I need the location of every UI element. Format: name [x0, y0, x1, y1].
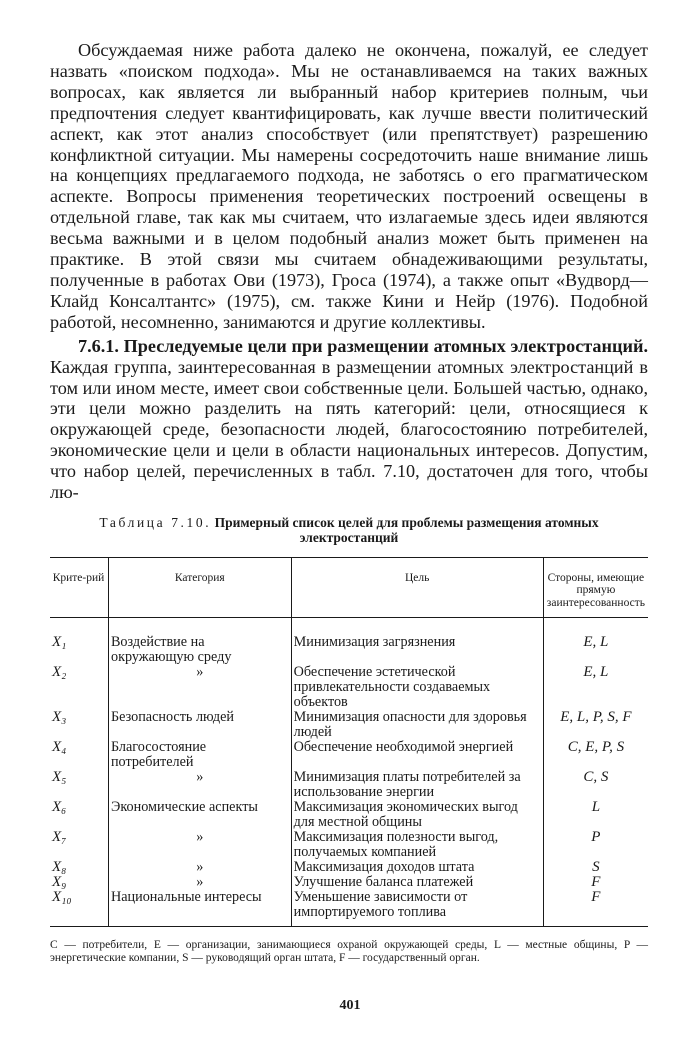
- row-code: X₇: [52, 829, 67, 846]
- row-category: Воздействие на окружающую среду: [108, 618, 291, 666]
- table-row: [50, 740, 648, 770]
- row-parties: E, L, P, S, F: [543, 710, 648, 740]
- row-category: »: [108, 770, 291, 800]
- row-goal: Минимизация платы потребителей за использование энергии: [291, 770, 543, 800]
- section-number: 7.6.1.: [78, 335, 119, 356]
- row-category: »: [108, 665, 291, 710]
- row-code: X₃: [52, 709, 67, 726]
- row-code: X₉: [52, 874, 67, 891]
- row-code: X₈: [52, 859, 67, 876]
- row-goal: Максимизация экономических выгод для местной общины: [291, 800, 543, 830]
- row-goal: Уменьшение зависимости от импортируемого топлива: [291, 890, 543, 927]
- row-code: X₂: [52, 664, 67, 681]
- table-row: [50, 890, 648, 927]
- header-parties: Стороны, имеющие прямую заинтересованность: [543, 557, 648, 618]
- section-title: Преследуемые цели при размещении атомных электростанций.: [123, 335, 648, 356]
- goals-table: [50, 557, 648, 928]
- table-row: [50, 875, 648, 890]
- row-code: X₁₀: [50, 890, 108, 927]
- row-parties: P: [543, 830, 648, 860]
- body-paragraph-2: [50, 336, 648, 503]
- table-row: [50, 860, 648, 875]
- row-goal: Улучшение баланса платежей: [291, 875, 543, 890]
- row-code: X₆: [52, 799, 67, 816]
- row-category: »: [108, 830, 291, 860]
- row-category: Безопасность людей: [108, 710, 291, 740]
- row-goal: Минимизация загрязнения: [291, 618, 543, 666]
- row-code: X₄: [52, 739, 67, 756]
- row-goal: Обеспечение эстетической привлекательности создаваемых объектов: [291, 665, 543, 710]
- row-code: X₁: [52, 634, 67, 651]
- row-code: X₅: [52, 769, 67, 786]
- table-caption: [50, 515, 648, 545]
- table-caption-title: Примерный список целей для проблемы размещения атомных электростанций: [214, 514, 599, 545]
- row-parties: F: [543, 890, 648, 927]
- row-parties: C, E, P, S: [543, 740, 648, 770]
- table-row: [50, 770, 648, 800]
- row-goal: Максимизация полезности выгод, получаемых компанией: [291, 830, 543, 860]
- table-row: [50, 830, 648, 860]
- body-paragraph-1: Обсуждаемая ниже работа далеко не окончена, пожалуй, ее следует назвать «поиском подхода». Мы не останавливаемся на таких важных вопросах, как является ли выбранный набор критериев полным, чьи предпочтения следует квантифицировать, как лучше ввести политический аспект, как этот анализ способствует (или препятствует) разрешению конфликтной ситуации. Мы намерены сосредоточить наше внимание лишь на концепциях предлагаемого подхода, не заботясь о его прагматическом аспекте. Вопросы применения теоретических построений освещены в отдельной главе, так как мы считаем, что излагаемые здесь идеи являются весьма важными и в целом подобный анализ может быть применен на практике. В этой связи мы считаем обнадеживающими результаты, полученные в работах Ови (1973), Гроса (1974), а также опыт «Вудворд—Клайд Консалтантс» (1975), см. также Кини и Нейр (1976). Подобной работой, несомненно, занимаются и другие коллективы.: [50, 40, 648, 332]
- section-text: Каждая группа, заинтересованная в размещении атомных электростанций в том или ином месте, имеет свои собственные цели. Большей частью, однако, эти цели можно разделить на пять категорий: цели, относящиеся к окружающей среде, безопасности людей, благосостоянию потребителей, экономические цели и цели в области национальных интересов. Допустим, что набор целей, перечисленных в табл. 7.10, достаточен для того, чтобы лю-: [50, 356, 648, 503]
- row-goal: Максимизация доходов штата: [291, 860, 543, 875]
- row-parties: E, L: [543, 618, 648, 666]
- row-category: »: [108, 875, 291, 890]
- table-caption-lead: Таблица 7.10.: [99, 514, 212, 530]
- row-category: Благосостояние потребителей: [108, 740, 291, 770]
- row-parties: L: [543, 800, 648, 830]
- table-row: [50, 665, 648, 710]
- row-parties: C, S: [543, 770, 648, 800]
- page-number: 401: [339, 998, 361, 1013]
- table-row: [50, 618, 648, 666]
- row-goal: Минимизация опасности для здоровья людей: [291, 710, 543, 740]
- row-parties: E, L: [543, 665, 648, 710]
- row-category: Национальные интересы: [108, 890, 291, 927]
- table-header-row: [50, 557, 648, 618]
- header-criterion: Крите-рий: [50, 557, 108, 618]
- row-parties: F: [543, 875, 648, 890]
- page-content: [50, 40, 648, 965]
- row-category: »: [108, 860, 291, 875]
- header-category: Категория: [108, 557, 291, 618]
- table-row: [50, 800, 648, 830]
- header-goal: Цель: [291, 557, 543, 618]
- table-row: [50, 710, 648, 740]
- row-goal: Обеспечение необходимой энергией: [291, 740, 543, 770]
- table-footnote: C — потребители, E — организации, занимающиеся охраной окружающей среды, L — местные общины, P — энергетические компании, S — руководящий орган штата, F — государственный орган.: [50, 939, 648, 965]
- row-category: Экономические аспекты: [108, 800, 291, 830]
- row-parties: S: [543, 860, 648, 875]
